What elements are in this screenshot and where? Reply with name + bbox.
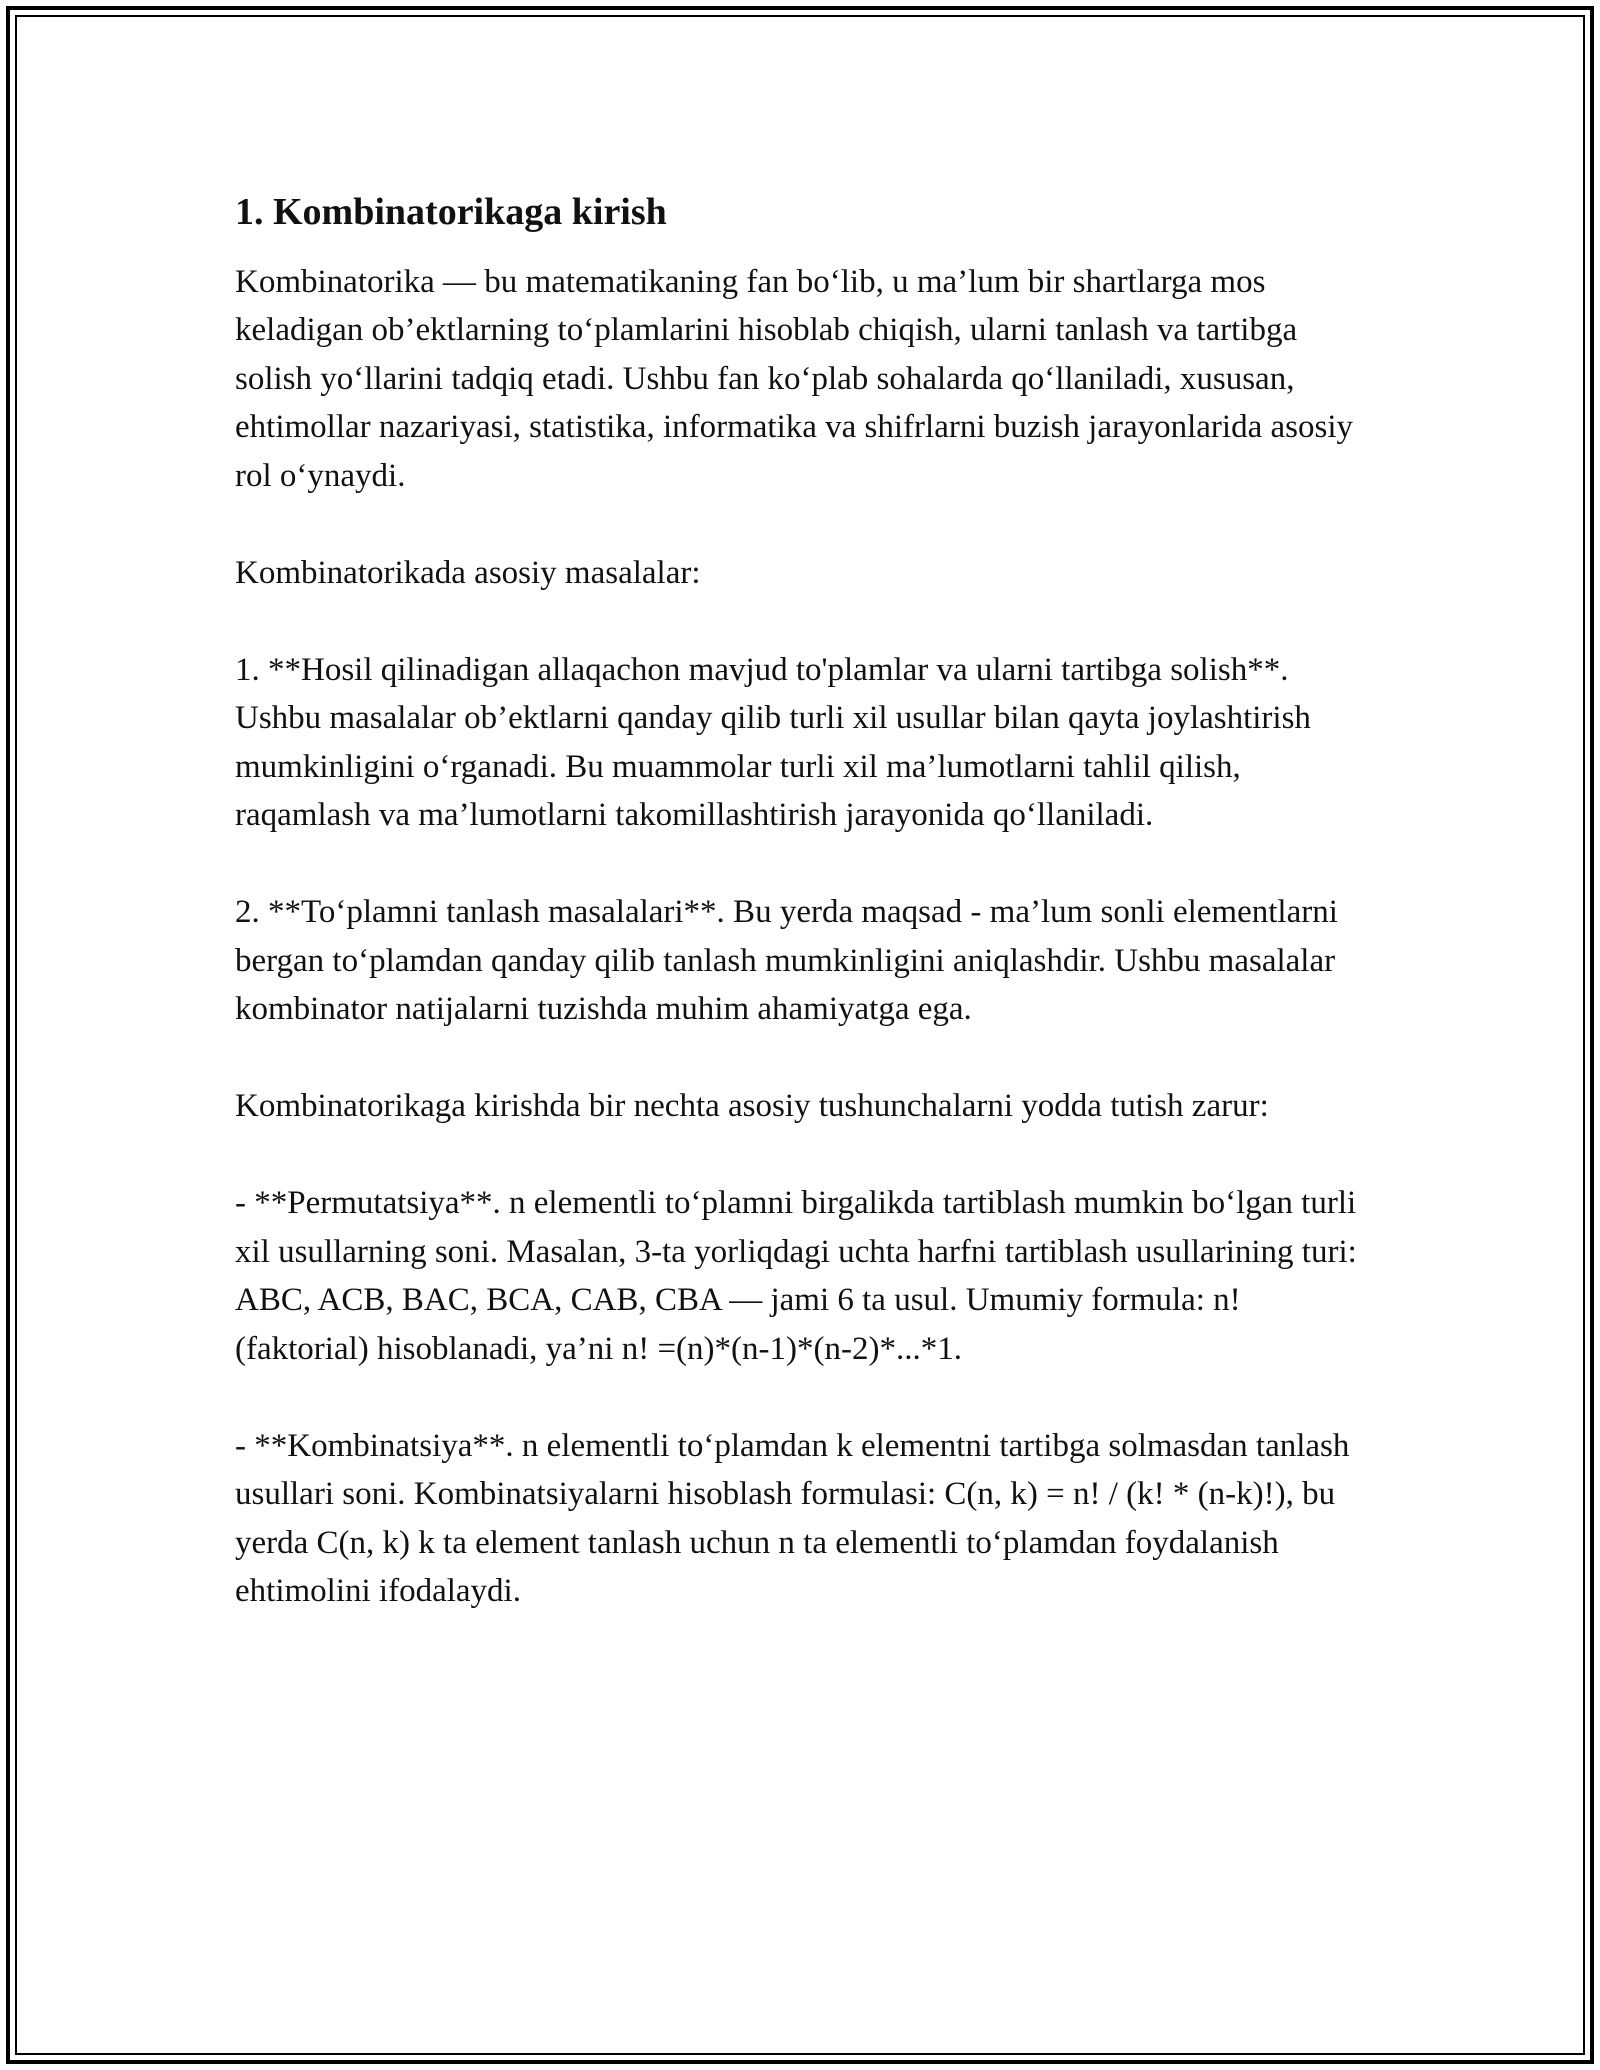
section-title: 1. Kombinatorikaga kirish	[235, 191, 667, 233]
main-problems-heading: Kombinatorikada asosiy masalalar:	[235, 554, 701, 591]
combination-paragraph: - **Kombinatsiya**. n elementli to‘plamdan k elementni tartibga solmasdan tanlash usullari soni. Kombinatsiyalarni hisoblash formulasi: C(n, k) = n! / (k! * (n-k)!), bu yerda C(n, k) k ta element tanlash uchun n ta elementli to‘plamdan foydalanish ehtimolini ifodalaydi.	[235, 1427, 1350, 1610]
problem-1-paragraph: 1. **Hosil qilinadigan allaqachon mavjud to'plamlar va ularni tartibga solish**. Ushbu masalalar ob’ektlarni qanday qilib turli xil usullar bilan qayta joylashtirish mumkinligini o‘rganadi. Bu muammolar turli xil ma’lumotlarni tahlil qilish, raqamlash va ma’lumotlarni takomillashtirish jarayonida qo‘llaniladi.	[235, 651, 1311, 834]
intro-paragraph: Kombinatorika — bu matematikaning fan bo‘lib, u ma’lum bir shartlarga mos keladigan ob’ektlarning to‘plamlarini hisoblab chiqish, ularni tanlash va tartibga solish yo‘llarini tadqiq etadi. Ushbu fan ko‘plab sohalarda qo‘llaniladi, xususan, ehtimollar nazariyasi, statistika, informatika va shifrlarni buzish jarayonlarida asosiy rol o‘ynaydi.	[235, 263, 1353, 494]
problem-2-paragraph: 2. **To‘plamni tanlash masalalari**. Bu yerda maqsad - ma’lum sonli elementlarni bergan to‘plamdan qanday qilib tanlash mumkinligini aniqlashdir. Ushbu masalalar kombinator natijalarni tuzishda muhim ahamiyatga ega.	[235, 894, 1338, 1028]
concepts-intro-paragraph: Kombinatorikaga kirishda bir nechta asosiy tushunchalarni yodda tutish zarur:	[235, 1088, 1269, 1125]
permutation-paragraph: - **Permutatsiya**. n elementli to‘plamni birgalikda tartiblash mumkin bo‘lgan turli xil usullarning soni. Masalan, 3-ta yorliqdagi uchta harfni tartiblash usullarining turi: ABC, ACB, BAC, BCA, CAB, CBA — jami 6 ta usul. Umumiy formula: n! (faktorial) hisoblanadi, ya’ni n! =(n)*(n-1)*(n-2)*...*1.	[235, 1185, 1357, 1367]
document-body	[235, 180, 1375, 1664]
